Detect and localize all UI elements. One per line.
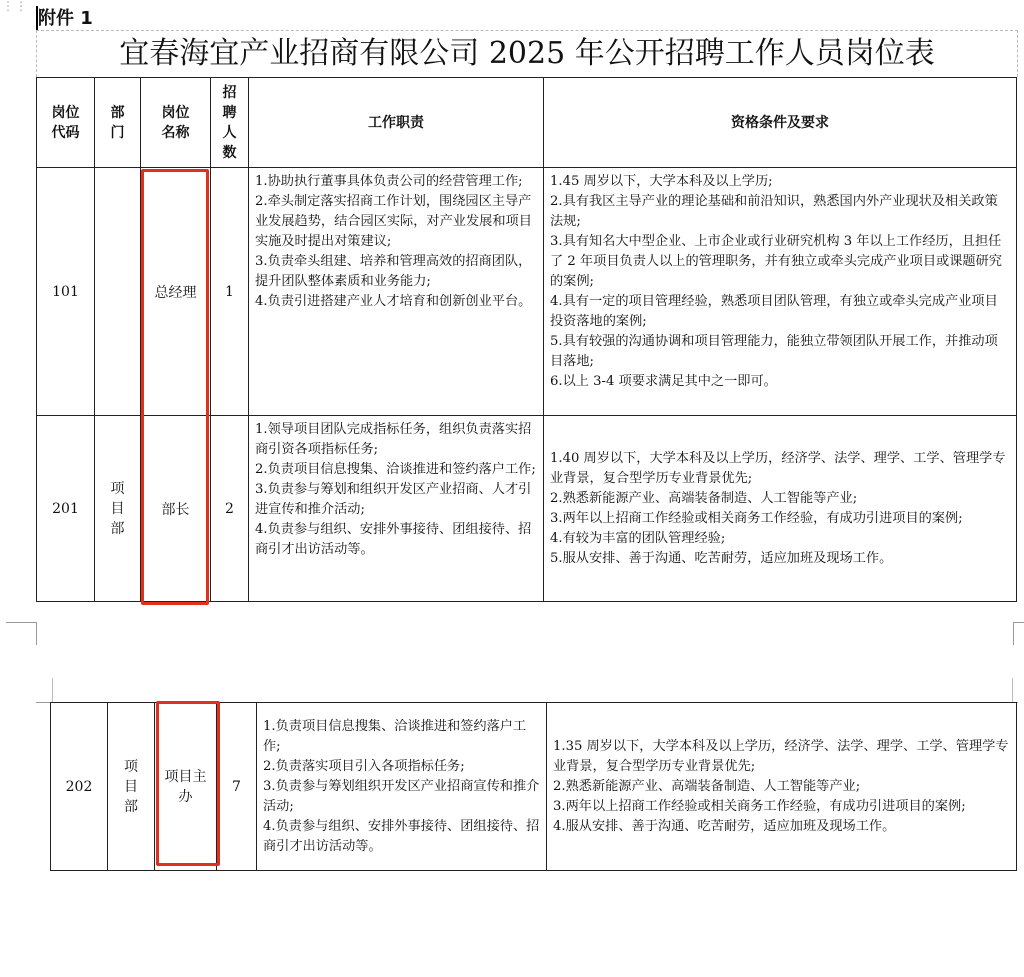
requirement-line: 3.具有知名大中型企业、上市企业或行业研究机构 3 年以上工作经历，且担任了 2 年项目负责人以上的管理职务，并有独立或牵头完成产业项目或课题研究的案例; bbox=[550, 234, 1002, 289]
requirement-line: 3.两年以上招商工作经验或相关商务工作经验，有成功引进项目的案例; bbox=[553, 798, 966, 814]
page-corner-mark bbox=[1013, 622, 1024, 645]
duty-line: 1.负责项目信息搜集、洽谈推进和签约落户工作; bbox=[263, 718, 527, 754]
table-header-row bbox=[37, 78, 1017, 168]
row-duties bbox=[249, 168, 544, 416]
table-row bbox=[51, 703, 1017, 871]
duty-line: 3.负责参与筹划组织开发区产业招商宣传和推介活动; bbox=[263, 778, 540, 814]
attachment-label: 附件 1 bbox=[38, 4, 93, 30]
page-margin-mark bbox=[52, 678, 53, 702]
row-dept: 项目部 bbox=[95, 416, 141, 602]
requirement-line: 1.35 周岁以下，大学本科及以上学历，经济学、法学、理学、工学、管理学专业背景，复合型学历专业背景优先; bbox=[553, 738, 1009, 774]
duty-line: 4.负责参与组织、安排外事接待、团组接待、招商引才出访活动等。 bbox=[255, 522, 532, 557]
requirement-line: 4.有较为丰富的团队管理经验; bbox=[550, 530, 726, 546]
header-count: 招聘人数 bbox=[211, 78, 249, 168]
row-dept bbox=[95, 168, 141, 416]
header-position: 岗位名称 bbox=[141, 78, 211, 168]
requirement-line: 1.40 周岁以下，大学本科及以上学历，经济学、法学、理学、工学、管理学专业背景，复合型学历专业背景优先; bbox=[550, 450, 1006, 486]
positions-table-page1 bbox=[36, 77, 1017, 602]
requirement-line: 2.熟悉新能源产业、高端装备制造、人工智能等产业; bbox=[553, 778, 861, 794]
page-margin-mark bbox=[1012, 678, 1013, 702]
requirement-line: 2.具有我区主导产业的理论基础和前沿知识，熟悉国内外产业现状及相关政策法规; bbox=[550, 194, 998, 229]
header-duties: 工作职责 bbox=[249, 78, 544, 168]
row-position: 部长 bbox=[141, 416, 211, 602]
duty-line: 3.负责牵头组建、培养和管理高效的招商团队，提升团队整体素质和业务能力; bbox=[255, 254, 532, 289]
row-requirements bbox=[544, 416, 1017, 602]
row-count: 7 bbox=[217, 703, 257, 871]
duty-line: 2.牵头制定落实招商工作计划，围绕园区主导产业发展趋势，结合园区实际，对产业发展和项目实施及时提出对策建议; bbox=[255, 194, 532, 249]
requirement-line: 3.两年以上招商工作经验或相关商务工作经验，有成功引进项目的案例; bbox=[550, 510, 963, 526]
duty-line: 1.领导项目团队完成指标任务，组织负责落实招商引资各项指标任务; bbox=[255, 422, 532, 457]
requirement-line: 4.具有一定的项目管理经验，熟悉项目团队管理，有独立或牵头完成产业项目投资落地的案例; bbox=[550, 294, 998, 329]
row-code: 202 bbox=[51, 703, 108, 871]
duty-line: 4.负责引进搭建产业人才培育和创新创业平台。 bbox=[255, 294, 532, 309]
row-requirements bbox=[547, 703, 1017, 871]
row-duties bbox=[249, 416, 544, 602]
duty-line: 3.负责参与筹划和组织开发区产业招商、人才引进宣传和推介活动; bbox=[255, 482, 532, 517]
requirement-line: 2.熟悉新能源产业、高端装备制造、人工智能等产业; bbox=[550, 490, 858, 506]
row-count: 1 bbox=[211, 168, 249, 416]
page-corner-mark bbox=[36, 680, 50, 703]
positions-table-page2 bbox=[50, 702, 1017, 871]
header-dept: 部门 bbox=[95, 78, 141, 168]
requirement-line: 1.45 周岁以下，大学本科及以上学历; bbox=[550, 174, 773, 189]
requirement-line: 4.服从安排、善于沟通、吃苦耐劳，适应加班及现场工作。 bbox=[553, 818, 896, 834]
requirement-line: 5.具有较强的沟通协调和项目管理能力，能独立带领团队开展工作，并推动项目落地; bbox=[550, 334, 998, 369]
header-requirements: 资格条件及要求 bbox=[544, 78, 1017, 168]
page-title: 宜春海宜产业招商有限公司 2025 年公开招聘工作人员岗位表 bbox=[36, 30, 1018, 77]
row-count: 2 bbox=[211, 416, 249, 602]
table-row bbox=[37, 416, 1017, 602]
row-code: 101 bbox=[37, 168, 95, 416]
row-requirements bbox=[544, 168, 1017, 416]
duty-line: 2.负责落实项目引入各项指标任务; bbox=[263, 758, 465, 774]
row-duties bbox=[257, 703, 547, 871]
duty-line: 1.协助执行董事具体负责公司的经营管理工作; bbox=[255, 174, 523, 189]
page-corner-mark bbox=[6, 622, 37, 645]
row-position: 总经理 bbox=[141, 168, 211, 416]
table-row bbox=[37, 168, 1017, 416]
header-code: 岗位代码 bbox=[37, 78, 95, 168]
drag-handle-icon[interactable]: ⋮⋮ bbox=[2, 0, 28, 13]
row-dept: 项目部 bbox=[108, 703, 155, 871]
duty-line: 2.负责项目信息搜集、洽谈推进和签约落户工作; bbox=[255, 462, 536, 477]
requirement-line: 6.以上 3-4 项要求满足其中之一即可。 bbox=[550, 374, 777, 389]
row-code: 201 bbox=[37, 416, 95, 602]
row-position: 项目主办 bbox=[155, 703, 217, 871]
requirement-line: 5.服从安排、善于沟通、吃苦耐劳，适应加班及现场工作。 bbox=[550, 550, 893, 566]
duty-line: 4.负责参与组织、安排外事接待、团组接待、招商引才出访活动等。 bbox=[263, 818, 540, 854]
